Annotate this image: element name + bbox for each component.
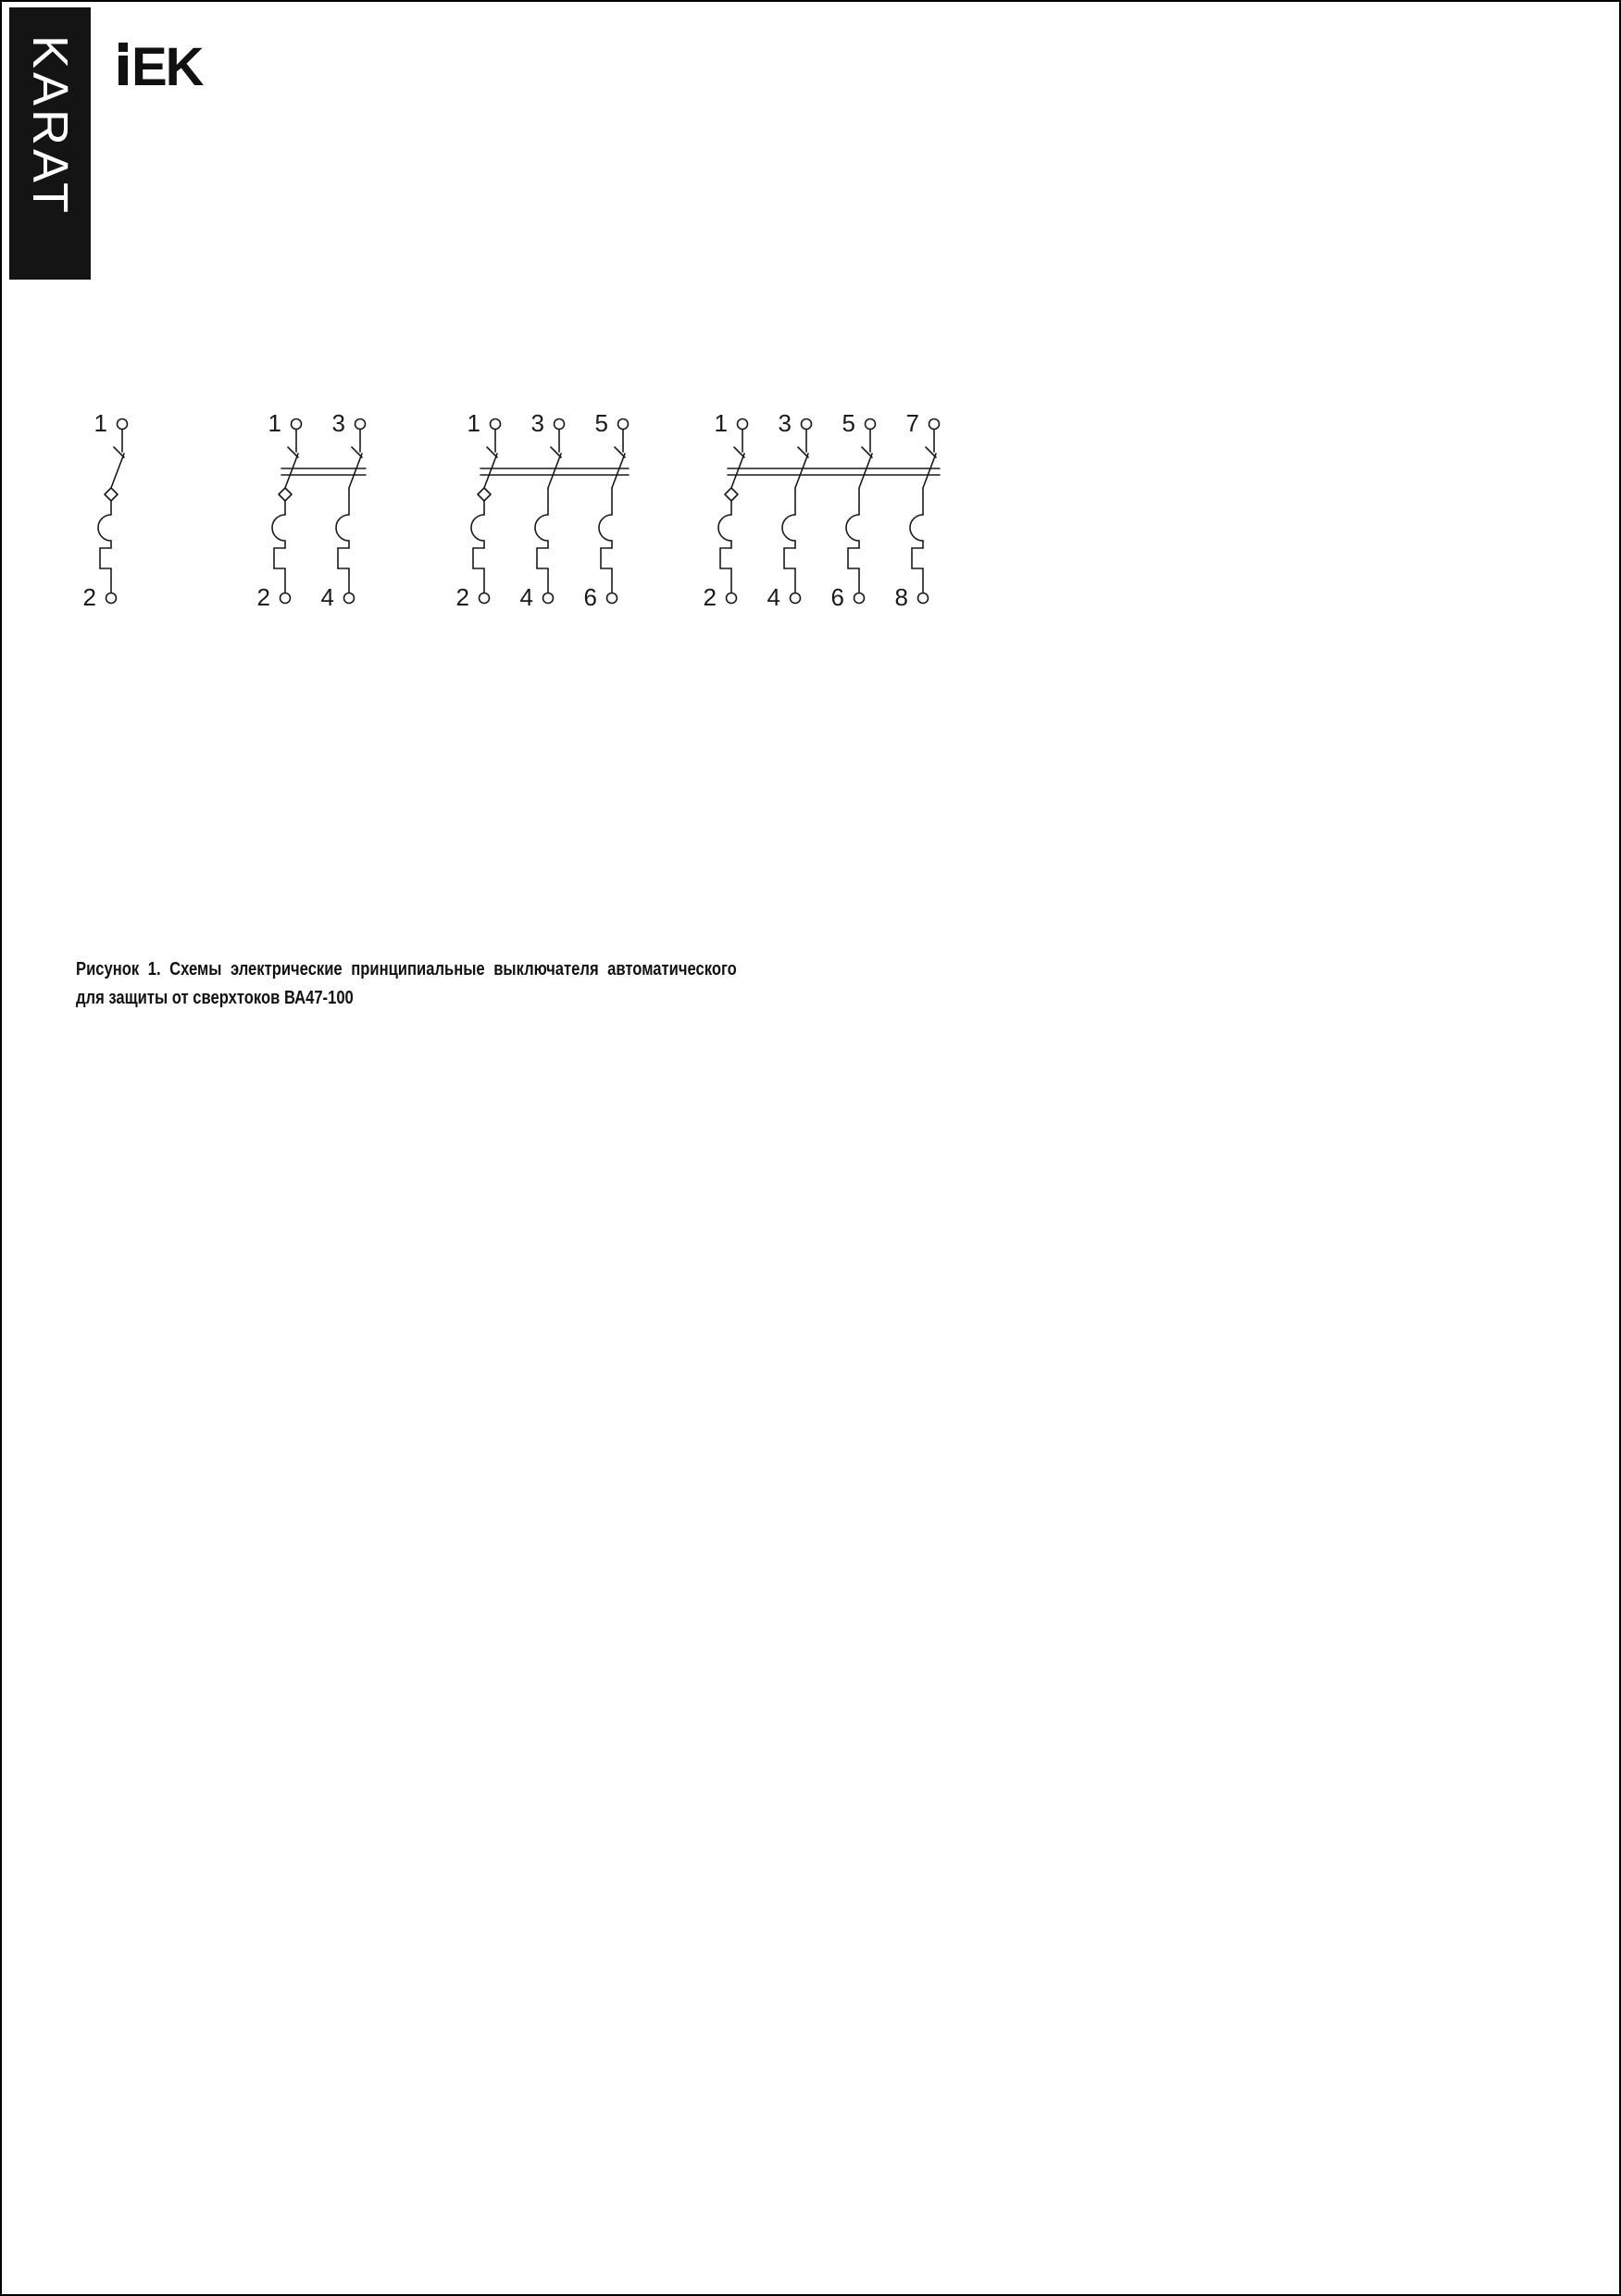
schematic-svg — [700, 404, 953, 615]
bottom-terminal-label: 2 — [455, 583, 469, 611]
pole-2 — [321, 409, 366, 611]
magnetic-release-coil — [336, 515, 349, 541]
top-terminal — [555, 419, 565, 430]
schematic-1-pole — [80, 404, 141, 615]
pole-1 — [83, 409, 128, 611]
schematic-svg — [453, 404, 642, 615]
bottom-terminal-label: 2 — [256, 583, 270, 611]
iek-logo — [118, 37, 203, 97]
top-terminal — [866, 419, 876, 430]
bottom-terminal — [854, 593, 865, 604]
figure-caption-line-1: Рисунок 1. Схемы электрические принципиальные выключателя автоматического — [76, 959, 737, 980]
bottom-terminal — [918, 593, 929, 604]
top-terminal — [738, 419, 748, 430]
top-terminal-label: 5 — [842, 409, 855, 437]
schematic-2-pole — [254, 404, 379, 615]
top-terminal-label: 7 — [905, 409, 919, 437]
mechanism-square — [279, 488, 292, 501]
magnetic-release-coil — [782, 515, 795, 541]
bottom-terminal — [607, 593, 617, 604]
bottom-terminal-label: 2 — [703, 583, 717, 611]
karat-vertical-label: KARAT — [22, 35, 78, 218]
bottom-terminal-label: 2 — [82, 583, 96, 611]
bottom-terminal-label: 4 — [767, 583, 780, 611]
schematic-svg — [254, 404, 379, 615]
magnetic-release-coil — [535, 515, 548, 541]
pole-1 — [704, 409, 748, 611]
bottom-terminal — [106, 593, 117, 604]
top-terminal — [929, 419, 940, 430]
pole-1 — [257, 409, 302, 611]
schematic-3-pole — [453, 404, 642, 615]
top-terminal — [118, 419, 128, 430]
i-stem-shape — [118, 56, 128, 85]
bottom-terminal-label: 4 — [519, 583, 533, 611]
top-terminal-label: 3 — [778, 409, 792, 437]
top-terminal — [618, 419, 629, 430]
karat-brand-bar — [9, 7, 91, 280]
iek-logo-i-glyph — [118, 43, 128, 85]
bottom-terminal — [727, 593, 737, 604]
schematic-4-pole — [700, 404, 953, 615]
pole-3 — [831, 409, 876, 611]
mechanical-linkage — [281, 468, 366, 475]
pole-4 — [895, 409, 940, 611]
schematic-svg — [80, 404, 141, 615]
mechanism-square — [725, 488, 738, 501]
magnetic-release-coil — [718, 515, 731, 541]
pole-3 — [584, 409, 629, 611]
mechanism-square — [478, 488, 491, 501]
bottom-terminal-label: 4 — [320, 583, 334, 611]
figure-caption-line-2: для защиты от сверхтоков ВА47-100 — [76, 988, 354, 1008]
bottom-terminal — [281, 593, 291, 604]
mechanism-square — [105, 488, 118, 501]
top-terminal — [292, 419, 302, 430]
bottom-terminal-label: 6 — [583, 583, 597, 611]
top-terminal-label: 1 — [467, 409, 480, 437]
magnetic-release-coil — [471, 515, 484, 541]
magnetic-release-coil — [599, 515, 612, 541]
bottom-terminal — [480, 593, 490, 604]
magnetic-release-coil — [846, 515, 859, 541]
top-terminal — [355, 419, 366, 430]
bottom-terminal — [344, 593, 355, 604]
top-terminal-label: 5 — [594, 409, 608, 437]
mechanical-linkage — [728, 468, 940, 475]
magnetic-release-coil — [910, 515, 923, 541]
bottom-terminal-label: 8 — [894, 583, 908, 611]
pole-1 — [456, 409, 501, 611]
top-terminal — [491, 419, 501, 430]
pole-2 — [520, 409, 565, 611]
top-terminal — [802, 419, 812, 430]
top-terminal-label: 3 — [530, 409, 544, 437]
top-terminal-label: 1 — [94, 409, 107, 437]
bottom-terminal — [791, 593, 801, 604]
bottom-terminal-label: 6 — [830, 583, 844, 611]
top-terminal-label: 1 — [268, 409, 281, 437]
iek-logo-ek-text: EK — [131, 37, 203, 97]
bottom-terminal — [543, 593, 554, 604]
pole-2 — [767, 409, 812, 611]
magnetic-release-coil — [98, 515, 111, 541]
magnetic-release-coil — [272, 515, 285, 541]
top-terminal-label: 3 — [331, 409, 345, 437]
figure-caption — [76, 955, 737, 1013]
i-dot-shape — [118, 43, 128, 52]
top-terminal-label: 1 — [714, 409, 728, 437]
